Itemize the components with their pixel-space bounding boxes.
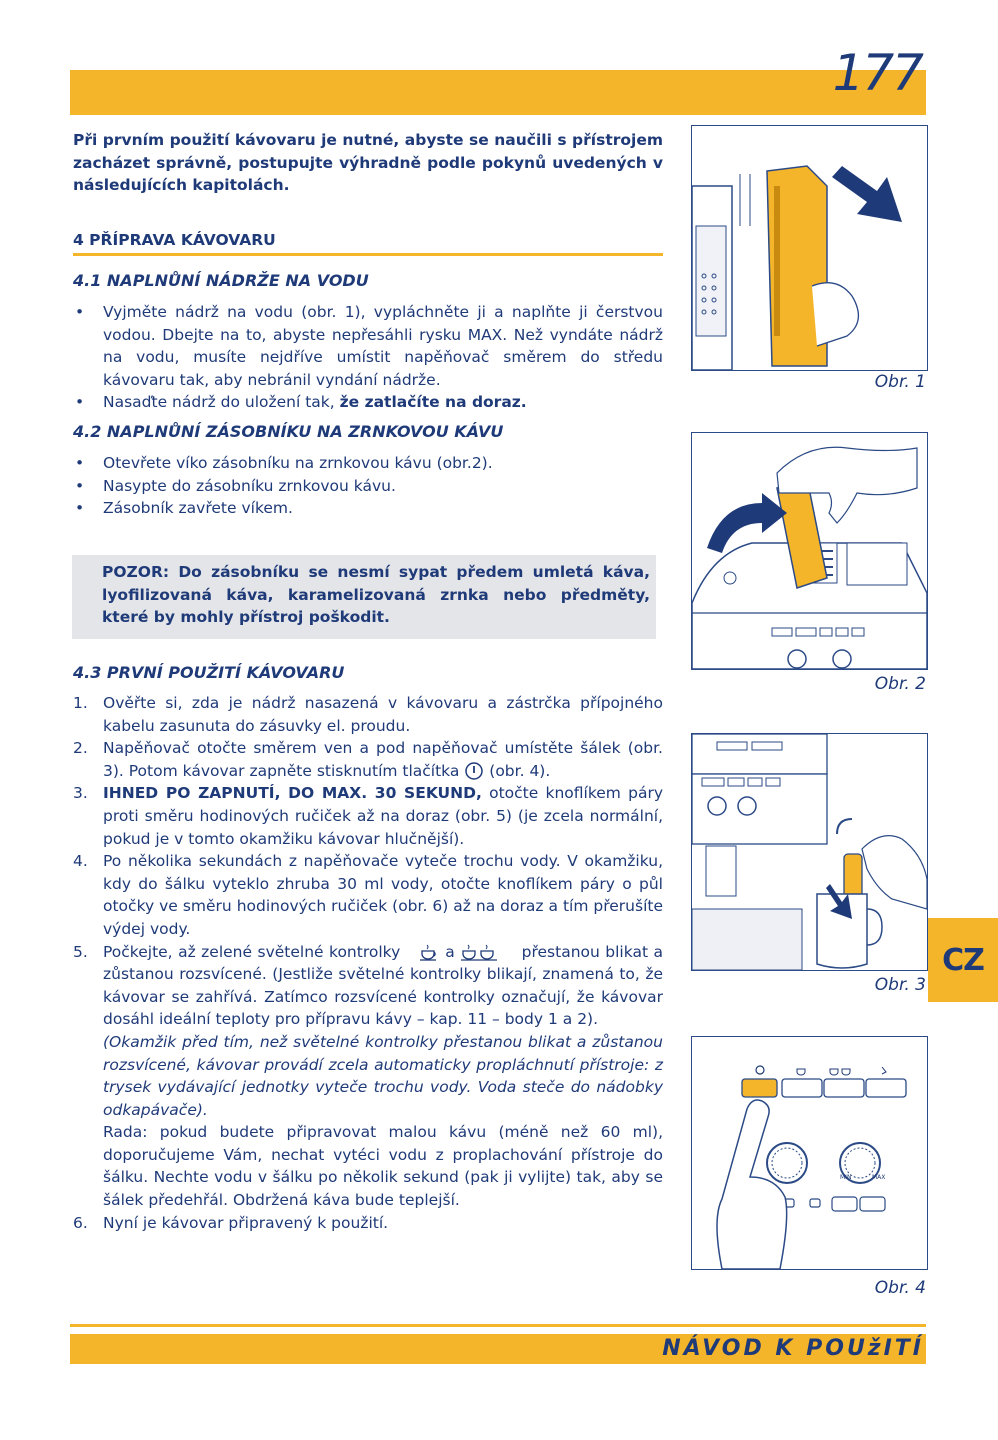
list-item xyxy=(73,391,663,414)
footer-title: NÁVOD K POUžITÍ xyxy=(662,1336,924,1361)
step-note-italic: (Okamžik před tím, než světelné kontrolky přestanou blikat a zůstanou rozsvícené, kávovar provádí zcela automaticky propláchnutí přístroje: z trysek vydávající jednotky vyteče trochu vody. Voda steče do nádobky odkapávače). xyxy=(103,1032,663,1119)
figure-2-illustration xyxy=(692,433,927,669)
figure-3-illustration xyxy=(692,734,927,970)
intro-text: Při prvním použití kávovaru je nutné, abyste se naučili s přístrojem zacházet správně, postupujte výhradně podle pokynů uvedených v následujících kapitolách. xyxy=(73,131,663,194)
page-number: 177 xyxy=(832,44,922,102)
step-item xyxy=(73,782,663,850)
list-item-text: Nasypte do zásobníku zrnkovou kávu. xyxy=(103,476,396,495)
step-item xyxy=(73,941,663,1212)
double-cup-icon xyxy=(460,942,500,962)
figure-4-control-panel xyxy=(691,1036,928,1270)
single-cup-icon xyxy=(418,942,440,962)
step-item xyxy=(73,692,663,737)
figure-3-caption: Obr. 3 xyxy=(874,975,926,995)
step-text-cont: (obr. 4). xyxy=(489,761,551,780)
step-text-cont: přestanou blikat a zůstanou rozsvícené. (Jestliže světelné kontrolky blikají, znamená to, že kávovar se zahřívá. Zatímco rozsvícené kontrolky označují, že kávovar dosáhl ideální teploty pro přípravu kávy – kap. 11 – body 1 a 2). xyxy=(103,942,663,1029)
step-text: Ověřte si, zda je nádrž nasazená v kávovaru a zástrčka přípojného kabelu zasunuta do zásuvky el. proudu. xyxy=(103,694,663,735)
figure-1-illustration xyxy=(692,126,927,370)
step-number: 1. xyxy=(73,694,88,712)
list-item-text: Zásobník zavřete víkem. xyxy=(103,499,293,517)
list-item-text: Otevřete víko zásobníku na zrnkovou kávu (obr.2). xyxy=(103,454,493,472)
figure-2-bean-container xyxy=(691,432,928,670)
step-text: otočte knoflíkem páry proti směru hodinových ručiček až na doraz (obr. 5) (je zcela normální, pokud je v tomto okamžiku kávovar hlučnější). xyxy=(103,784,663,848)
figure-1-caption: Obr. 1 xyxy=(874,372,926,392)
step-number: 3. xyxy=(73,784,88,803)
figure-3-steam-nozzle xyxy=(691,733,928,971)
section-4-1-list xyxy=(73,301,663,414)
step-text: Počkejte, až zelené světelné kontrolky xyxy=(103,942,401,961)
list-item-text: Vyjměte nádrž na vodu (obr. 1), vypláchněte ji a naplňte ji čerstvou vodou. Dbejte na to, abyste nepřesáhli rysku MAX. Než vyndáte nádrž na vodu, musíte nejdříve umístit napěňovač směrem do středu kávovaru tak, aby nebránil vyndání nádrže. xyxy=(103,303,663,389)
step-text: Napěňovač otočte směrem ven a pod napěňovač umístěte šálek (obr. 3). Potom kávovar zapněte stisknutím tlačítka xyxy=(103,739,663,780)
list-item xyxy=(73,475,663,498)
step-item xyxy=(73,737,663,782)
step-number: 2. xyxy=(73,739,88,758)
step-number: 5. xyxy=(73,942,88,961)
step-text-and: a xyxy=(445,942,455,961)
step-emphasis: IHNED PO ZAPNUTÍ, DO MAX. 30 SEKUND, xyxy=(103,784,482,803)
figure-4-caption: Obr. 4 xyxy=(874,1278,926,1298)
list-item xyxy=(73,452,663,475)
step-item xyxy=(73,850,663,940)
figure-4-illustration xyxy=(692,1037,927,1269)
warning-text: POZOR: Do zásobníku se nesmí sypat předem umletá káva, lyofilizovaná káva, karamelizovaná zrnka nebo předměty, které by mohly přístroj poškodit. xyxy=(102,563,650,626)
step-text: Po několika sekundách z napěňovače vyteče trochu vody. V okamžiku, kdy do šálku vyteklo zhruba 30 ml vody, otočte knoflíkem páry o půl otočky ve směru hodinových ručiček (obr. 6) až na doraz a tím přerušíte výdej vody. xyxy=(103,852,663,938)
language-tab: CZ xyxy=(928,918,998,1002)
step-text: Nyní je kávovar připravený k použití. xyxy=(103,1213,389,1232)
section-4-3-steps xyxy=(73,692,663,1234)
step-tip: Rada: pokud budete připravovat malou kávu (méně než 60 ml), doporučujeme Vám, nechat vytéci vodu z proplachování přístroje do šálku. Nechte vodu v šálku po několik sekund (pak ji vylijte) tak, aby se šálek předehřál. Obdržená káva bude teplejší. xyxy=(103,1123,663,1210)
section-4-title: 4 PŘÍPRAVA KÁVOVARU xyxy=(73,231,276,249)
list-item-emphasis: že zatlačíte na doraz. xyxy=(339,393,527,411)
panel-min-label: MIN xyxy=(840,1174,852,1181)
section-4-2-list xyxy=(73,452,663,520)
section-4-rule xyxy=(73,253,663,256)
list-item-text: Nasaďte nádrž do uložení tak, xyxy=(103,393,340,411)
header-bar xyxy=(70,70,926,115)
section-4-3-title: 4.3 PRVNÍ POUŽITÍ KÁVOVARU xyxy=(73,663,345,682)
figure-2-caption: Obr. 2 xyxy=(874,674,926,694)
list-item xyxy=(73,301,663,391)
step-number: 6. xyxy=(73,1213,88,1232)
step-item xyxy=(73,1212,663,1235)
list-item xyxy=(73,497,663,520)
figure-1-water-tank xyxy=(691,125,928,371)
footer-rule xyxy=(70,1324,926,1327)
power-icon xyxy=(464,761,484,781)
step-number: 4. xyxy=(73,852,88,871)
panel-max-label: MAX xyxy=(872,1174,886,1181)
section-4-1-title: 4.1 NAPLNŮNÍ NÁDRŽE NA VODU xyxy=(73,271,369,290)
section-4-2-title: 4.2 NAPLNŮNÍ ZÁSOBNÍKU NA ZRNKOVOU KÁVU xyxy=(73,422,504,441)
intro-paragraph xyxy=(73,129,663,197)
